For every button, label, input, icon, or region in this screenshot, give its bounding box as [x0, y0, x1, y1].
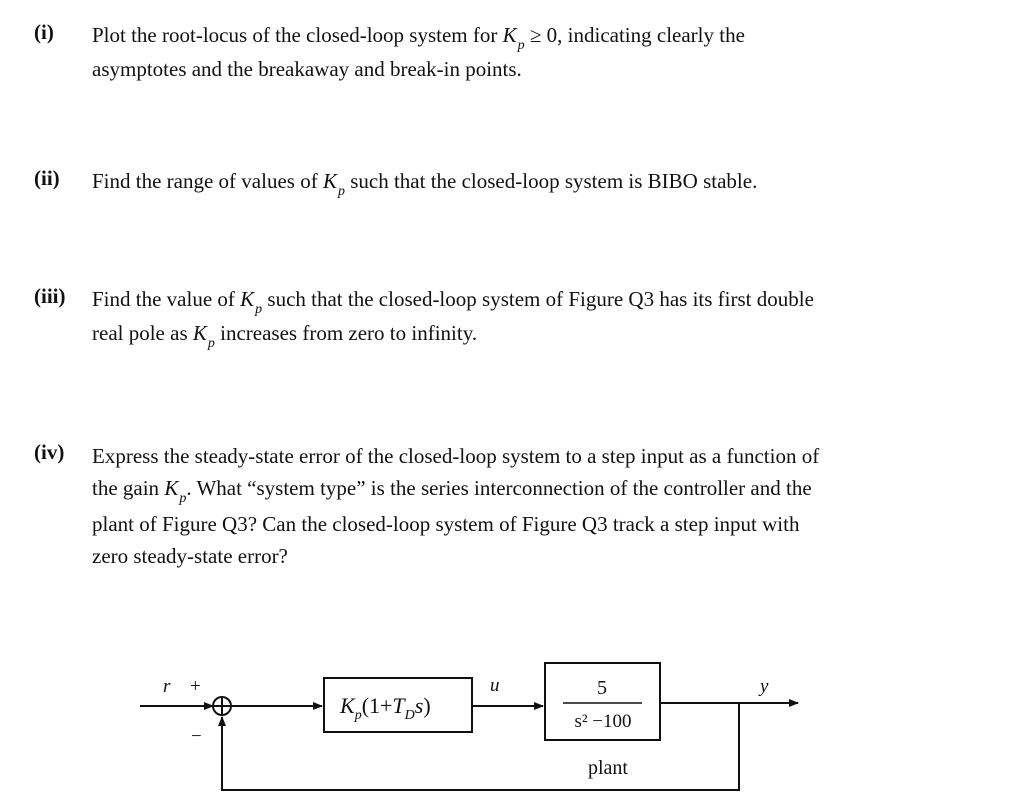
plant-denominator: s² −100 — [574, 711, 632, 732]
minus-sign: − — [191, 726, 202, 747]
text-line: Plot the root-locus of the closed-loop system for $K_p \ge 0$, indicating clearly the — [92, 23, 745, 53]
text-line: the gain $K_p$. What “system type” is the series interconnection of the controller and the — [92, 476, 812, 506]
question-number: (iii) — [34, 284, 66, 308]
controller-transfer-function: $K_p(1+T_Ds)$ — [340, 693, 431, 723]
text-line: plant of Figure Q3? Can the closed-loop system of Figure Q3 track a step input with — [92, 512, 800, 536]
summing-junction — [213, 697, 231, 715]
question-number: (ii) — [34, 166, 60, 190]
text-line: zero steady-state error? — [92, 544, 288, 568]
text-line: asymptotes and the breakaway and break-in points. — [92, 57, 522, 81]
question-number: (i) — [34, 20, 54, 44]
feedback-path — [222, 703, 739, 790]
plant-numerator: 5 — [597, 677, 607, 699]
question-number: (iv) — [34, 440, 65, 464]
plus-sign: + — [190, 676, 201, 697]
output-label: y — [760, 676, 769, 697]
text-line: Find the value of $K_p$ such that the closed-loop system of Figure Q3 has its first double — [92, 287, 814, 317]
input-label: r — [163, 676, 171, 697]
plant-label: plant — [588, 757, 628, 779]
text-line: real pole as $K_p$ increases from zero to infinity. — [92, 321, 478, 351]
control-signal-label: u — [490, 675, 500, 696]
text-line: Find the range of values of $K_p$ such that the closed-loop system is BIBO stable. — [92, 169, 758, 199]
text-line: Express the steady-state error of the closed-loop system to a step input as a function of — [92, 444, 820, 468]
